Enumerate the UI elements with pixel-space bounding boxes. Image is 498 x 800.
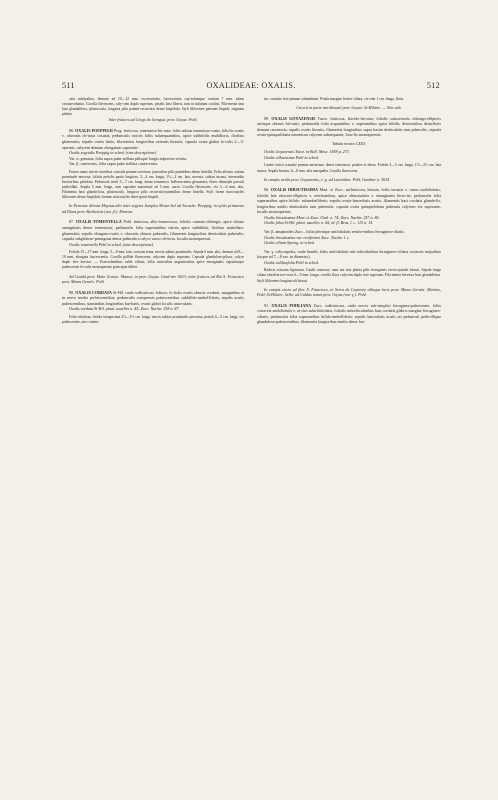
species-name: OXALIS GOYAZENSIS	[271, 115, 316, 121]
species-description: Foliola 15—17 mm. longa, 5—8 mm. lata, crassius tenta, nervis subtus prominulis. Sepala 6 mm. alta, demum ad 8—10 mm. elongata fuscescentia. Corolla pallide flavescens, calycem duplo superans. Capsula glandulose-pilosa, calyce duplo fere brevior. — Praecedentibus valde affinis, foliis minoribus angustioribus apice emarginatis capsulaeque pubescentis lo-culis monospermis praecipue differt.	[62, 250, 244, 270]
plate-reference: Tabula nostra CXIII.	[332, 140, 366, 146]
species-entry-86	[62, 128, 244, 150]
continued-description: tes, crassitie fere pennae columbinae. Petala margine leviter ciliata, cir-citer 1 cm. longa, flava.	[264, 97, 405, 101]
diagnosis: Prog. fruticosa, tomentoso-hir-suta; foliis subtus tomentoso-canis, foliolis ovatis v. obovatis ob-tusis costatis; pedunculis strictis foliis subaequantibus, apice subbifidis multifloris, floribus glomeratis; sepalis ovatis hirtis, fila-mentis longioribus externis hirsutis; capsula ovata glabra lo-culis 2—3-spermis, calycem demum elongatum superante.	[62, 127, 244, 150]
species-entry-90	[257, 187, 441, 215]
page-header	[62, 81, 440, 93]
diagnosis: Zucc. suffruticosa, caule erecto sub-simplici ferrugineo-pubescente; foliis coriaceis unifoliolatis v. ra-rius subtrifoliolatis, foliolis suborbicularibus basi cordatis glabris margine ferrugineo-ciliatis; pedunculis folia superantibus bifido-umbelliferis; sepalis lanceolatis acutis uti pedunculi pedicellique glandulosa-pubescentibus, filamentis longioribus medio dense lan-	[257, 302, 441, 325]
synonym-reference: Oxalis ciliata Spreng. in sched.	[264, 240, 315, 246]
synonym-reference: Oxalis calthaefolia Pohl in sched.	[264, 259, 319, 265]
species-description: Caules stricti crassitie pennae anserinae, dense tomentosi, petales et altera. Foliola 3—5 cm. longa, 1½—2½ cm. lata trunca, Sepala hirsuta, 6—8 mm. alta inaequalia. Corolla flavescens.	[257, 163, 441, 173]
locality: In campis aridis prov. Goyazensis, e. g. ad Lavrinhas: Pohl, Gardner n. 3634.	[264, 176, 391, 182]
synonym-reference: Oxalis tomentella Pohl in sched. (sine descriptione).	[69, 241, 154, 247]
variety-gamma: Var. γ. calycarpolia, caule humili, foliis unifoliolatis sub-orbicularibus ferrugineo-ciliatis coriaceis majoribus (usque ad 7—8 cm. in diametro).	[257, 248, 441, 260]
locality: In Peruviae ditione Maynas alto inter segetes Juniplas Mosui-bol ad Tocache: Poeppig; in sylvis primaevis ad Illans prov. Ba-hiensis (var. β.): Martius.	[62, 203, 244, 214]
variety-beta: Var. β. amaptoides Zucc., foliis plerisque unifoliolatis renifor-mibus ferrugineo-ciliatis.	[264, 229, 405, 235]
synonym-reference: Oxalis villosissima Pohl in sched.	[264, 154, 319, 160]
synonym-reference: Oxalis hirsutissima var. reniformis Zucc. Nachtr. l. c.	[264, 234, 350, 240]
synonym-reference: Oxalis fulva St-Hil. plant. usuelles n. 44; id. fl. Bras. l. c. 115 n. 14.	[264, 220, 374, 226]
page-number-right: 512	[426, 81, 440, 90]
variety-beta: Var. β. canescens, folia supra pube stellata canescentia.	[69, 161, 158, 167]
locality: In campis siccis ad flav. S. Francisco, in Serra de Capivary aliisque locis prov. Minas Geraës: Martius, Pohl, St-Hilaire, Sello; ad Caldas novas prov. Goyaz (var. γ.): Pohl.	[257, 286, 441, 298]
running-title: OXALIDEAE: OXALIS.	[206, 81, 296, 90]
diagnosis: Turcz. fruticosa, flavido-hir-suta; foliolis subcoriaceis oblongo-ellipticis utrinque obtusis hir-sutis; pedunculis folia acquantibus v. superantibus apice bifidis, divisionibus densifloris demum racemosis; sepalis ovatis hirsutis, filamentis longioribus supra basim denticulatis tum puberulis; capsula ovato-quinquelobata tomentosa calycem subaequante, locu-lis monospermis.	[257, 115, 441, 138]
species-name: OXALIS CORDATA	[75, 289, 112, 295]
diagnosis: St-Hil. caule suffruticoso folioso; fo-liolis ovatis obtusis cordatis, marginibus et in nervo medio pu-bescentibus; pedunculis compressis pubescentibus subbifido-umbel-liferis; sepalis acutis pubescentibus, staminibus longioribus har-batis, ovarii glabri loculis uniovulatis.	[62, 289, 244, 306]
diagnosis: Mart. et Zucc. suffruticosa, hirsuta; foliis ternatis v. rarius unifoliolatis, foliolis late obovato-ellipticis v. reniformibus, apice obtusissimis v. emarginatis hirsu-tis; pedunculis folia superantibus apice bifido- subumbelliferis; sepalis ovato-lanceolatis acutis, filamentis basi cordatis glandu-lis, longioribus medio denticulatis tum puberulis; capsula ovata quinquelobata puberula calycem vix superante, loculis monospermis.	[257, 187, 441, 215]
species-name: OXALIS POHLIANA	[271, 302, 312, 308]
right-column	[257, 97, 441, 769]
locality: Inter frutices ad Corgo de Jaraguá, prov. Goyaz: Pohl.	[108, 117, 198, 123]
species-name: OXALIS TOMENTELLA	[75, 219, 122, 225]
species-name: OXALIS POEPPIGII	[75, 127, 113, 133]
synonym-reference: Oxalis Goyazensis Turcz. in Bull. Mosc. 1859 p. 273.	[264, 149, 350, 155]
entry-number: 90.	[264, 187, 270, 193]
species-entry-88	[62, 290, 244, 307]
species-name: OXALIS HIRSUTISSIMA	[270, 187, 318, 193]
synonym-reference: Oxalis hirsutissima Mart. et Zucc. Oxal. n. 74; Zucc. Nachtr. 257 n. 86.	[264, 214, 380, 220]
entry-number: 91.	[264, 302, 270, 308]
entry-number: 88.	[69, 289, 75, 295]
species-entry-91	[257, 303, 441, 325]
variety-alpha: Var. α. genuina, folia supra pube stellata pilisque longis adpressis vestita.	[69, 155, 188, 161]
species-entry-89	[257, 116, 441, 138]
diagnosis: Pohl. fruticosa, albo-tomen-tosa; foliolis cuneato-oblongis, apice obtuse emarginatis dense tomentosis; pedunculis folia superantibus strictis apice subbifidis, floribus umbellato-glomeratis; sepalis elongato-ovatis v. obovatis obtusis puberulis, filamentis longioribus denticulatis puberulis; capsula subglobose-pentagona dense puberula a calyce aucto ob-tecta, loculis monospermis.	[62, 219, 244, 242]
left-column	[62, 97, 244, 769]
entry-number: 86.	[69, 127, 75, 133]
synonym-reference: Oxalis segetalis Poeppig in sched. (sine descriptione).	[69, 150, 157, 156]
page-number-left: 511	[62, 81, 75, 90]
species-description: Frutex ramis strictis teretibus crassitie pennae corvinae, junioribus pilis patentibus dense hirtellis. Folia alterna, subtus prominule nervosa; foliola petiolis paulo longiora, 3—4 cm. longa, 1½—2 cm. lata, nervata, subtus incana, internodiis brevioribus petiolata. Pedunculi tereti 5—7 cm. longi, dense tomentosi. Inflorescentia glomerata; flores dimorphi parvuli pedicellati. Sepala 5 mm. longa, cum capsulae maturitate ad 5 mm. aucta. Corolla flavescens, vix 5—6 mm. alta. Filamenta basi glandu-losa, plusiuscula, longiora pilis recurvatis-patentibus dense hirtella. Styli forme macrostyles filiformes dense hispiduli, formae microstyles diver-genti-hispidi.	[62, 169, 244, 200]
locality: Crescit in parte meridionali prov. Goyaz: St-Hilaire. — Non vidi.	[296, 105, 402, 111]
entry-number: 89.	[264, 115, 270, 121]
species-entry-87	[62, 219, 244, 241]
species-description: Radicis crassum lignosum. Caulis ramosus; rami aut tota planta pilis ferrugineis erecto-patulis hirsuti. Sepala longe ciliata obsolete ner-vosa 6—9 mm. longa; corolla flava calycem duplo fere superans. Fila-menta breviora basi glandulifera. Styli filiformes longiusculi hirsuti.	[257, 268, 441, 283]
synonym-reference: Oxalis cordata St-Hil. plant. usuelles n. 45; Zucc. Nachtr. 258 n. 87.	[69, 306, 180, 312]
species-description: Folia trifoliata; foliola integerrima 2½—3½ cm. longa, nervis subtus prominulis percursa; petioli 4—5 cm. longi, vix pubescentes, atro-cateno-	[62, 314, 244, 324]
locality: Ad Catalá prov. Mato Grosso: Manso; in prov. Goyaz. Gard-ner 3633; inter frutices ad Rio S. Francisco prov. Minas Geraës: Pohl.	[62, 273, 244, 285]
continued-description: cata subhyalina, demum ad 10—12 mm. excrescentia, fuscescentia cap-sulamque ovatam 7 mm. altam circumvelantia. Corolla flavescens, caly-cem duplo superans, petalis basi liberis, tum in tubulum coalitis. Fila-menta ima basi glandulifera, plusiuscula, longiora pilis patenti-recurvatis dense hispidula. Styli filiformes patentes hispidi; stigmata peltata.	[62, 97, 244, 117]
entry-number: 87.	[69, 219, 75, 225]
